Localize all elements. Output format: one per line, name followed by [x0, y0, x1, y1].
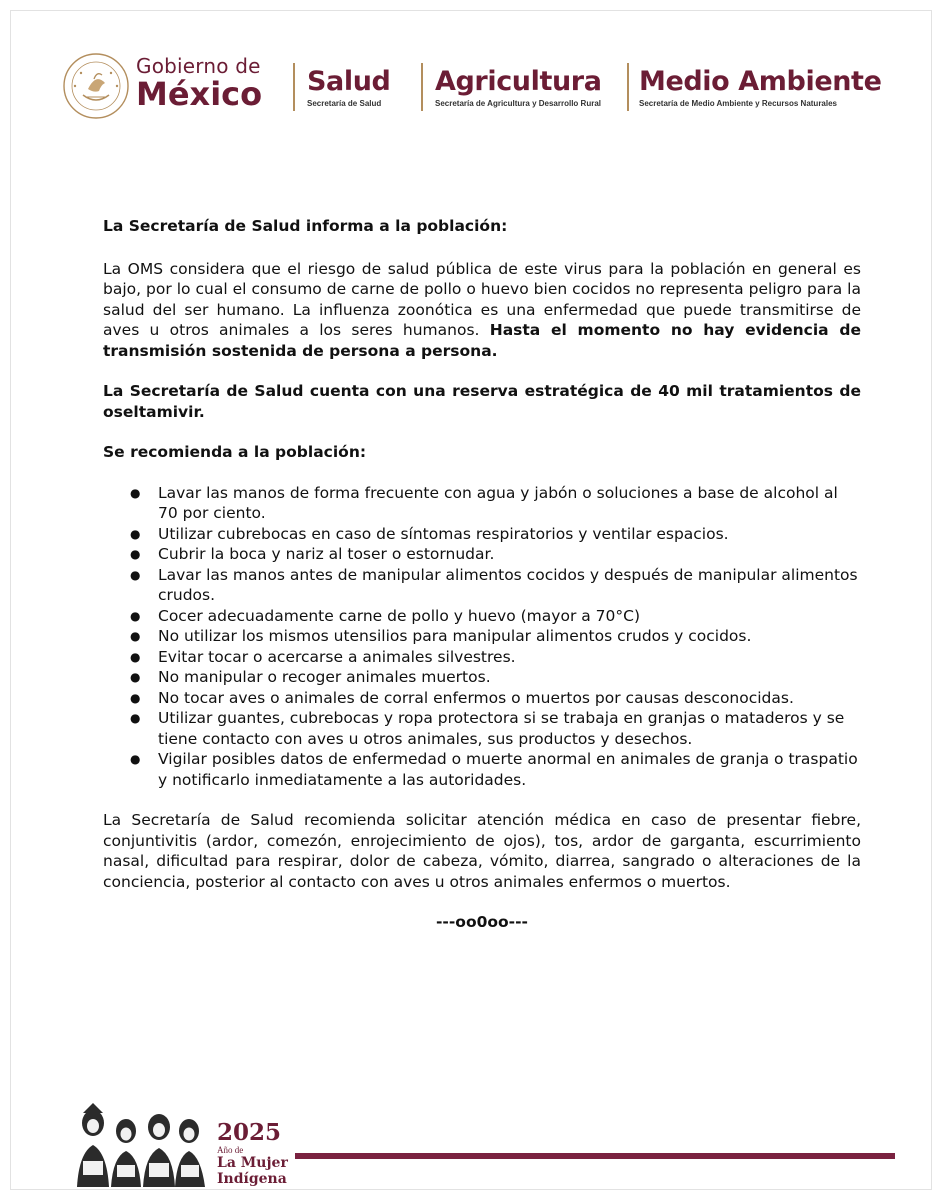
footer-line2: La Mujer [217, 1155, 288, 1171]
paragraph-atencion: La Secretaría de Salud recomienda solicitar atención médica en caso de presentar fiebre, conjuntivitis (ardor, comezón, enrojecimiento de ojos), tos, ardor de garganta, escurrimiento nasal, dificultad para respirar, dolor de cabeza, vómito, diarrea, sangrado o alteraciones de la conciencia, posterior al contacto con aves u otros animales enfermos o muertos. [103, 811, 861, 891]
letterhead [61, 47, 921, 127]
list-item-text: Lavar las manos antes de manipular alimentos cocidos y después de manipular alimentos crudos. [158, 565, 858, 604]
list-item-text: Evitar tocar o acercarse a animales silvestres. [158, 647, 516, 666]
year-of-indigenous-woman-logo [217, 1121, 288, 1187]
footer-line1: Año de [217, 1145, 244, 1155]
list-item-text: Lavar las manos de forma frecuente con agua y jabón o soluciones a base de alcohol al 70 por ciento. [158, 483, 838, 522]
national-seal-icon [61, 51, 131, 121]
bullet-icon: ● [130, 567, 141, 582]
bullet-icon: ● [130, 526, 141, 541]
department-subtitle: Secretaría de Medio Ambiente y Recursos Naturales [639, 99, 837, 108]
recommendations-list [103, 483, 861, 791]
closing-mark: ---oo0oo--- [436, 913, 528, 931]
bullet-icon: ● [130, 670, 141, 684]
footer-year: 2025 [217, 1119, 282, 1146]
department-name: Medio Ambiente [639, 66, 882, 97]
department-salud [307, 67, 390, 109]
list-item [103, 606, 861, 627]
list-item [103, 647, 861, 668]
header-divider [627, 63, 629, 111]
list-item [103, 667, 861, 688]
header-divider [421, 63, 423, 111]
department-name: Salud [307, 66, 391, 97]
bullet-icon: ● [130, 629, 141, 643]
header-divider [293, 63, 295, 111]
list-item-text: Vigilar posibles datos de enfermedad o muerte anormal en animales de granja o traspatio y notificarlo inmediatamente a las autoridades. [158, 750, 858, 789]
bullet-icon: ● [130, 752, 141, 766]
department-subtitle: Secretaría de Agricultura y Desarrollo Rural [435, 99, 601, 108]
list-item-text: No utilizar los mismos utensilios para manipular alimentos crudos y cocidos. [158, 627, 752, 645]
department-medio-ambiente [639, 67, 881, 109]
bullet-icon: ● [130, 690, 141, 705]
list-item-text: Utilizar guantes, cubrebocas y ropa protectora si se trabaja en granjas o mataderos y se tiene contacto con aves u otros animales, sus productos y desechos. [158, 709, 845, 748]
list-item [103, 565, 861, 606]
list-item [103, 544, 861, 565]
footer-bar [295, 1153, 895, 1159]
heading-informa: La Secretaría de Salud informa a la población: [103, 217, 508, 235]
list-item [103, 483, 861, 524]
indigenous-women-illustration [71, 1101, 211, 1187]
department-subtitle: Secretaría de Salud [307, 99, 382, 108]
list-item [103, 524, 861, 545]
list-item-text: Cubrir la boca y nariz al toser o estornudar. [158, 545, 495, 563]
list-item [103, 708, 861, 749]
footer [71, 1101, 901, 1191]
press-release-body [103, 216, 861, 933]
list-item [103, 749, 861, 790]
gobierno-de-mexico-logo [136, 55, 262, 111]
bullet-icon: ● [130, 649, 141, 664]
bullet-icon: ● [130, 485, 141, 500]
department-name: Agricultura [435, 66, 602, 97]
bullet-icon: ● [130, 547, 141, 561]
list-item-text: No manipular o recoger animales muertos. [158, 668, 491, 686]
list-item-text: Utilizar cubrebocas en caso de síntomas respiratorios y ventilar espacios. [158, 524, 729, 543]
paragraph-oms-emphasis: Hasta el momento no hay evidencia de transmisión sostenida de persona a persona. [103, 321, 861, 360]
paragraph-oms [103, 259, 861, 362]
bullet-icon: ● [130, 711, 141, 725]
bullet-icon: ● [130, 608, 141, 623]
paragraph-oms-text: La OMS considera que el riesgo de salud pública de este virus para la población en general es bajo, por lo cual el consumo de carne de pollo o huevo bien cocidos no representa peligro para la salud del ser humano. La influenza zoonótica es una enfermedad que puede transmitirse de aves u otros animales a los seres humanos. [103, 259, 861, 339]
paragraph-reserva: La Secretaría de Salud cuenta con una reserva estratégica de 40 mil tratamientos de oseltamivir. [103, 382, 861, 421]
list-item-text: Cocer adecuadamente carne de pollo y huevo (mayor a 70°C) [158, 606, 641, 625]
footer-line3: Indígena [217, 1171, 287, 1187]
list-item-text: No tocar aves o animales de corral enfermos o muertos por causas desconocidas. [158, 688, 794, 707]
department-agricultura [435, 67, 602, 109]
gobierno-line2: México [136, 75, 263, 113]
list-item [103, 688, 861, 709]
gobierno-line1: Gobierno de [136, 54, 261, 78]
heading-recomienda: Se recomienda a la población: [103, 443, 367, 461]
list-item [103, 626, 861, 647]
document-page [10, 10, 932, 1190]
